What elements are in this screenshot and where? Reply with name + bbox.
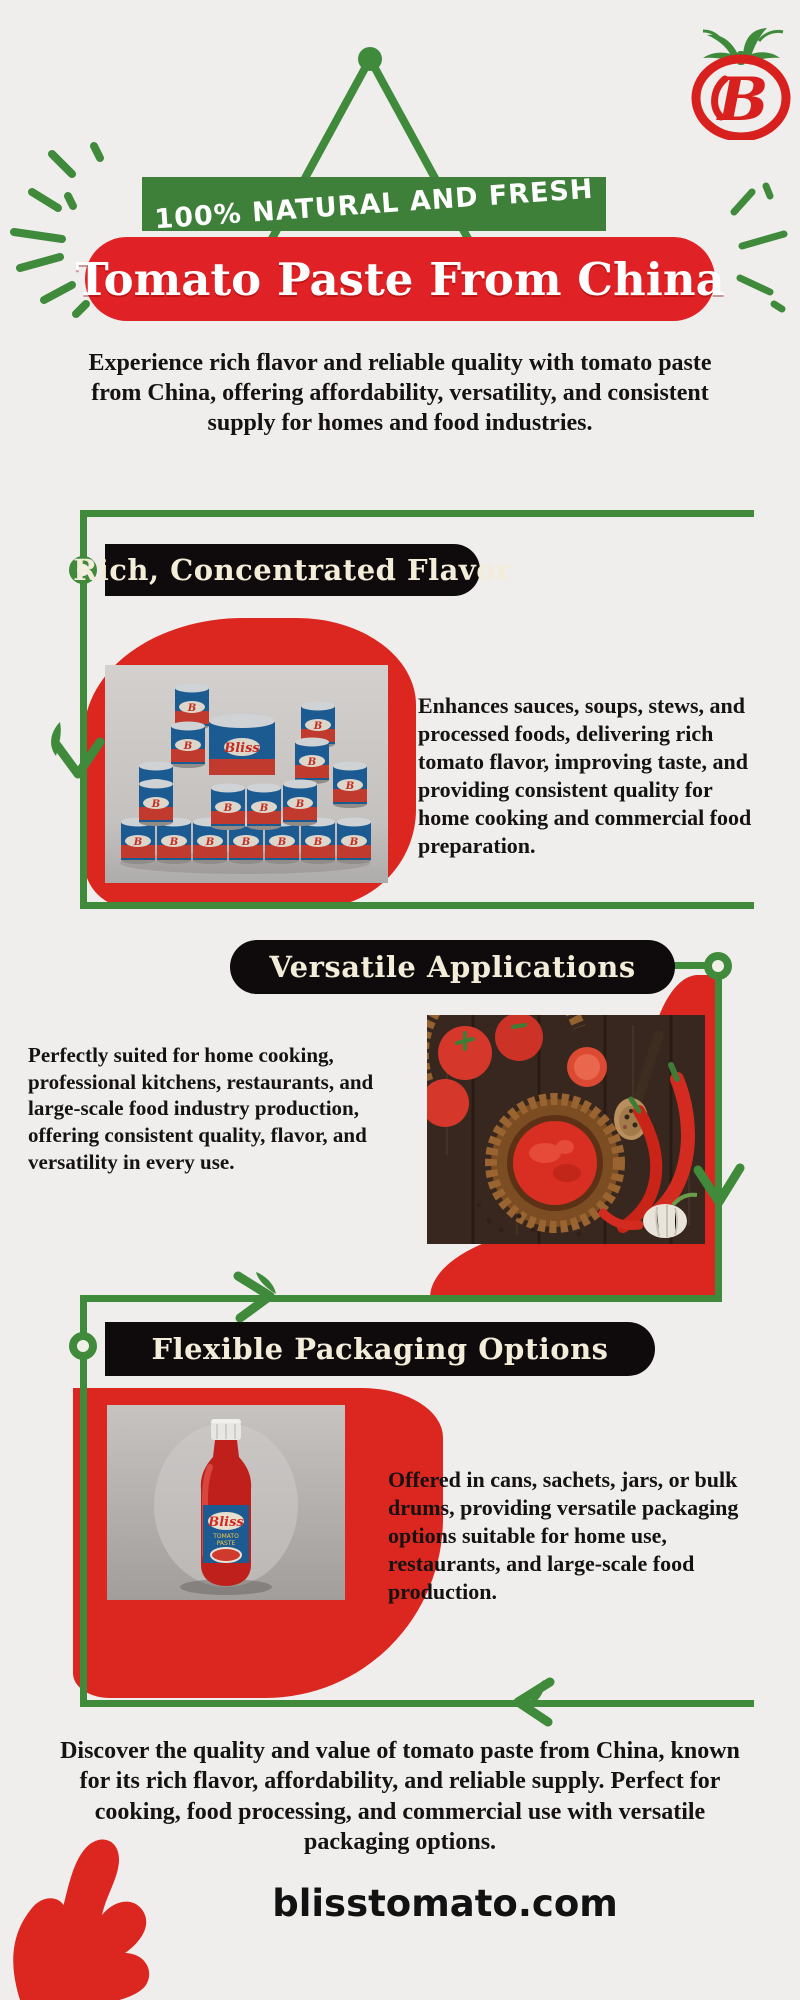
outro-paragraph: Discover the quality and value of tomato paste from China, known for its rich flavor, affordability, and reliable supply. Perfect for cooking, food processing, and commercial use with versatile packaging options. xyxy=(60,1738,740,1856)
node2-connector-line xyxy=(672,962,706,969)
section2-bowl-image xyxy=(427,1015,705,1244)
section3-title-banner xyxy=(105,1322,655,1376)
section1-body: Enhances sauces, soups, stews, and processed foods, delivering rich tomato flavor, improving taste, and providing consistent quality for home cooking and commercial food preparation. xyxy=(418,693,752,858)
arrow-down-leaf-icon xyxy=(46,718,106,782)
timeline-node-3 xyxy=(69,1332,97,1360)
svg-text:Bliss: Bliss xyxy=(224,741,260,756)
svg-text:Bliss: Bliss xyxy=(208,1515,244,1530)
sparkle-burst-right-icon xyxy=(722,182,796,314)
arrow-right-leaf-icon xyxy=(226,1268,282,1324)
section3-body: Offered in cans, sachets, jars, or bulk drums, providing versatile packaging options suitable for home use, restaurants, and large-scale food production. xyxy=(388,1467,739,1604)
frame2-right-line xyxy=(715,966,722,1302)
arrow-down-right-line-icon xyxy=(692,1160,746,1214)
logo-letter: B xyxy=(717,65,769,135)
section3-title: Flexible Packaging Options xyxy=(151,1332,609,1366)
badge-label: 100% NATURAL AND FRESH xyxy=(153,173,595,235)
section2-title-banner xyxy=(230,940,675,994)
hanger-dot-icon xyxy=(358,47,382,71)
section2-body: Perfectly suited for home cooking, professional kitchens, restaurants, and large-scale food industry production, offering consistent quality, flavor, and versatility in every use. xyxy=(28,1043,374,1174)
page-title-pill xyxy=(75,237,725,321)
section2-title: Versatile Applications xyxy=(269,950,636,984)
natural-fresh-badge xyxy=(142,173,606,235)
section1-cans-image xyxy=(105,665,388,883)
page-title: Tomato Paste From China xyxy=(75,252,725,306)
intro-paragraph: Experience rich flavor and reliable quality with tomato paste from China, offering affordability, versatility, and consistent supply for homes and food industries. xyxy=(88,350,712,437)
frame1-bottom-line xyxy=(80,902,754,909)
svg-text:PASTE: PASTE xyxy=(216,1540,236,1547)
frame2-bottom-line xyxy=(80,1295,722,1302)
arrow-left-leaf-icon xyxy=(506,1672,562,1728)
section1-title: Rich, Concentrated Flavor xyxy=(73,553,512,587)
frame1-top-line xyxy=(80,510,754,517)
website-url: blisstomato.com xyxy=(272,1882,618,1925)
frame3-bottom-line xyxy=(80,1700,754,1707)
timeline-node-2 xyxy=(704,952,732,980)
bliss-tomato-logo xyxy=(683,25,798,140)
section1-title-banner xyxy=(73,544,512,596)
svg-text:TOMATO: TOMATO xyxy=(213,1533,239,1540)
section3-bottle-image xyxy=(107,1405,345,1600)
